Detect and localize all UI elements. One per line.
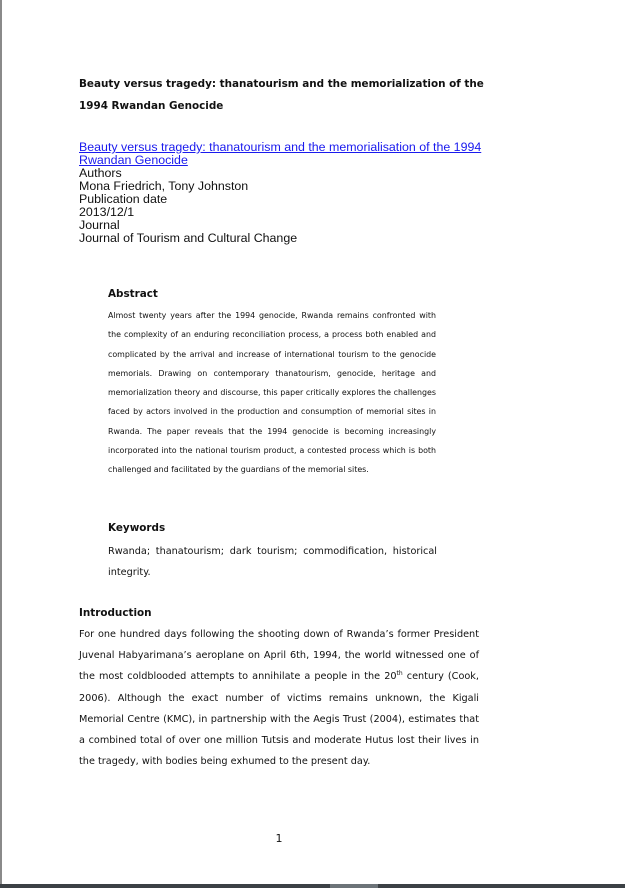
page-bottom-scroll-indicator [330,884,378,888]
publication-date-label: Publication date [79,192,168,206]
paper-title: Beauty versus tragedy: thanatourism and the memorialization of the 1994 Rwandan Genocide [79,78,484,112]
introduction-text-part2: century (Cook, 2006). Although the exact number of victims remains unknown, the Kigali Memorial Centre (KMC), in partnership with the Aegis Trust (2004), estimates that a combined total of over one million Tutsis and moderate Hutus lost their lives in the tragedy, with bodies being exhumed to the present day. [79,671,479,768]
authors-label: Authors [79,166,122,180]
page-number: 1 [275,832,283,845]
keywords-heading: Keywords [108,522,166,534]
page-left-border [0,0,2,888]
introduction-text-part1: For one hundred days following the shooting down of Rwanda’s former President Juvenal Habyarimana’s aeroplane on April 6th, 1994, the world witnessed one of the most coldblooded attempts to annihilate a people in the 20 [79,629,479,683]
paper-link-wrapper [79,141,499,167]
abstract-text: Almost twenty years after the 1994 genocide, Rwanda remains confronted with the complexity of an enduring reconciliation process, a process both enabled and complicated by the arrival and increase of international tourism to the genocide memorials. Drawing on contemporary thanatourism, genocide, heritage and memorialization theory and discourse, this paper critically explores the challenges faced by actors involved in the production and consumption of memorial sites in Rwanda. The paper reveals that the 1994 genocide is becoming increasingly incorporated into the national tourism product, a contested process which is both challenged and facilitated by the guardians of the memorial sites. [108,311,436,475]
introduction-heading: Introduction [79,607,152,619]
publication-date-value: 2013/12/1 [79,205,135,219]
keywords-text: Rwanda; thanatourism; dark tourism; commodification, historical integrity. [108,546,437,578]
abstract-heading: Abstract [108,288,158,300]
introduction-paragraph [79,624,479,772]
journal-label: Journal [79,218,120,232]
citation-metadata [79,141,499,245]
authors-value: Mona Friedrich, Tony Johnston [79,179,249,193]
page-bottom-border [0,884,625,888]
introduction-superscript: th [396,670,403,678]
journal-value: Journal of Tourism and Cultural Change [79,231,298,245]
paper-link[interactable]: Beauty versus tragedy: thanatourism and the memorialisation of the 1994 Rwandan Genocide [79,140,482,167]
